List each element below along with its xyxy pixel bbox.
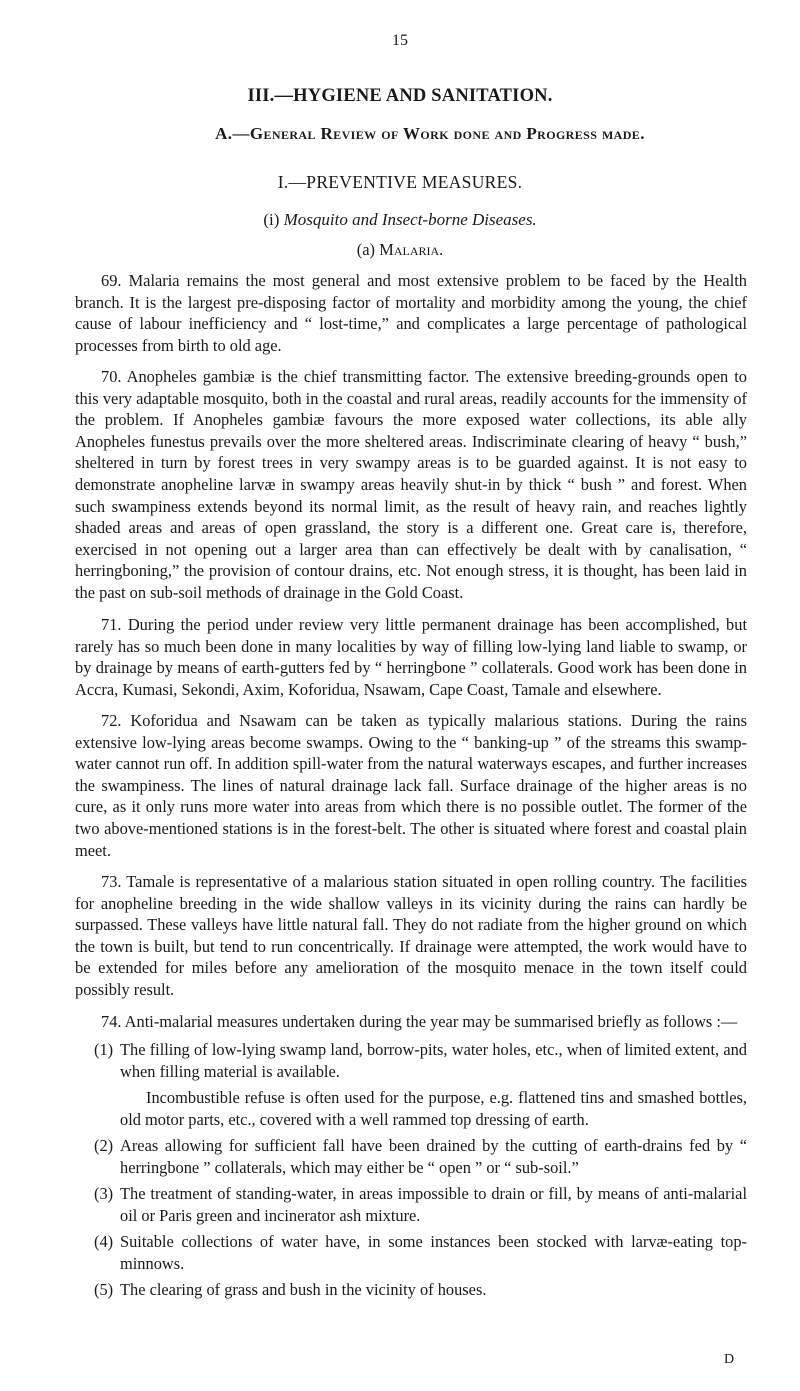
topic-marker: (i)	[263, 210, 280, 229]
measure-number: (2)	[94, 1136, 114, 1155]
measure-item	[75, 1279, 747, 1301]
topic-heading	[0, 210, 800, 230]
measure-text: The filling of low-lying swamp land, borrow-pits, water holes, etc., when of limited extent, and when filling material is available.	[120, 1040, 747, 1081]
paragraph-72: 72. Koforidua and Nsawam can be taken as typically malarious stations. During the rains extensive low-lying areas become swamps. Owing to the “ banking-up ” of the streams this swamp-water cannot run off. In addition spill-water from the natural waterways escapes, and further increases the swampiness. The lines of natural drainage lack fall. Surface drainage of the higher areas is no cure, as it only runs more water into areas from which there is no possible outlet. The former of the two above-mentioned stations is in the forest-belt. The other is situated where forest and coastal plain meet.	[75, 711, 747, 860]
measure-number: (3)	[94, 1184, 114, 1203]
measure-number: (1)	[94, 1040, 114, 1059]
signature-mark: D	[724, 1352, 735, 1367]
sub-topic-marker: (a)	[356, 240, 376, 259]
sub-topic-title: Malaria.	[379, 240, 444, 259]
measures-heading: I.—PREVENTIVE MEASURES.	[277, 172, 523, 192]
paragraph-71: 71. During the period under review very little permanent drainage has been accomplished, but rarely has so much been done in many localities by way of filling low-lying land liable to swamp, or by drainage by means of earth-gutters fed by “ herringbone ” collaterals. Good work has been done in Accra, Kumasi, Sekondi, Axim, Koforidua, Nsawam, Cape Coast, Tamale and elsewhere.	[75, 615, 747, 699]
subsection-heading: A.—General Review of Work done and Progress made.	[215, 124, 645, 143]
paragraph-73: 73. Tamale is representative of a malarious station situated in open rolling country. The facilities for anopheline breeding in the wide shallow valleys in its vicinity during the rains can hardly be surpassed. These valleys have little natural fall. They do not radiate from the higher ground on which the town is built, but tend to run concentrically. If drainage were attempted, the work would have to be extended for miles before any amelioration of the mosquito menace in the town itself could possibly result.	[75, 872, 747, 999]
sub-topic-heading	[0, 240, 800, 260]
page-number: 15	[392, 32, 408, 49]
paragraph-69: 69. Malaria remains the most general and most extensive problem to be faced by the Health branch. It is the largest pre-disposing factor of mortality and morbidity among the young, the chief cause of labour inefficiency and “ lost-time,” and complicates a large percentage of pathological processes from birth to old age.	[75, 271, 747, 355]
measure-1-note: Incombustible refuse is often used for the purpose, e.g. flattened tins and smashed bottles, old motor parts, etc., covered with a well rammed top dressing of earth.	[120, 1088, 747, 1129]
paragraph-74: 74. Anti-malarial measures undertaken during the year may be summarised briefly as follows :—	[101, 1012, 738, 1031]
measure-item	[75, 1231, 747, 1274]
paragraph-70: 70. Anopheles gambiæ is the chief transmitting factor. The extensive breeding-grounds open to this very adaptable mosquito, both in the coastal and rural areas, readily accounts for the immensity of the problem. If Anopheles gambiæ favours the more exposed water collections, its able ally Anopheles funestus prevails over the more sheltered areas. Indiscriminate clearing of heavy “ bush,” sheltered in turn by forest trees in very swampy areas is to be guarded against. It is not easy to demonstrate anopheline larvæ in swampy areas heavily shut-in by thick “ bush ” and forest. When such swampiness extends beyond its normal limit, as the result of heavy rain, and reaches lightly shaded areas and areas of open grassland, the story is a different one. Great care is, therefore, exercised in not opening out a larger area than can effectively be dealt with by canalisation, “ herringboning,” the provision of contour drains, etc. Not enough stress, it is thought, has been laid in the past on sub-soil methods of drainage in the Gold Coast.	[75, 367, 747, 602]
measure-text: The clearing of grass and bush in the vicinity of houses.	[120, 1280, 487, 1299]
measure-text: Suitable collections of water have, in some instances been stocked with larvæ-eating top-minnows.	[120, 1232, 747, 1273]
topic-title: Mosquito and Insect-borne Diseases.	[283, 210, 537, 229]
measure-text: Areas allowing for sufficient fall have been drained by the cutting of earth-drains fed by “ herringbone ” collaterals, which may either be “ open ” or “ sub-soil.”	[120, 1136, 747, 1177]
measure-item	[75, 1183, 747, 1226]
section-heading: III.—HYGIENE AND SANITATION.	[247, 86, 553, 106]
measure-number: (4)	[94, 1232, 114, 1251]
measure-item	[75, 1135, 747, 1178]
measure-number: (5)	[94, 1280, 114, 1299]
measure-text: The treatment of standing-water, in areas impossible to drain or fill, by means of anti-malarial oil or Paris green and incinerator ash mixture.	[120, 1184, 747, 1225]
measure-item	[75, 1039, 747, 1082]
